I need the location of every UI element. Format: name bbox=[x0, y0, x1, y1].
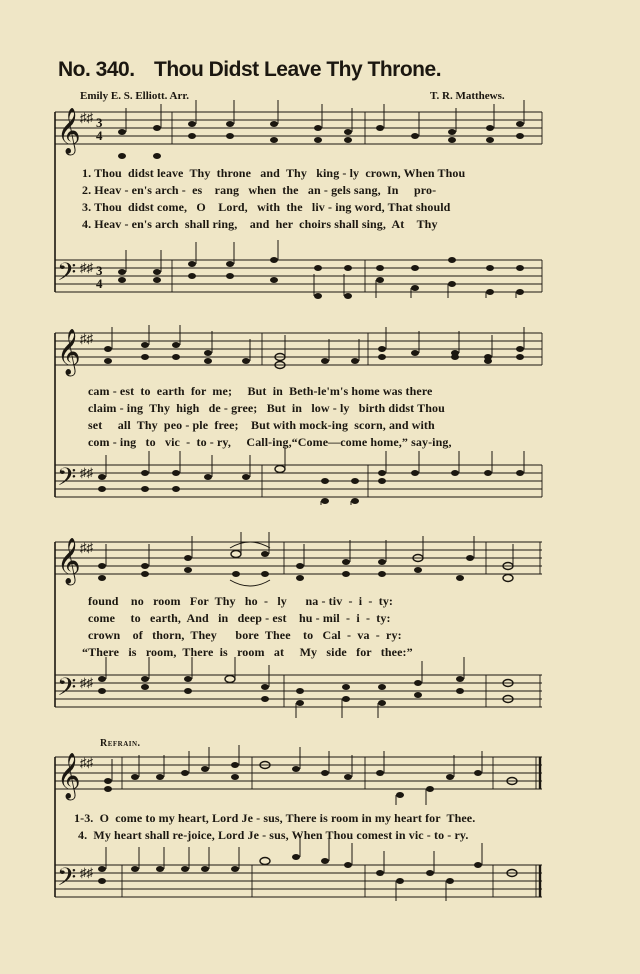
system-3-verse-3: crown of thorn, They bore Thee to Cal - va - ry: bbox=[88, 628, 402, 642]
svg-text:4: 4 bbox=[96, 128, 103, 143]
refrain-label: Refrain. bbox=[100, 738, 141, 749]
svg-text:𝄢: 𝄢 bbox=[57, 863, 77, 898]
svg-text:♯♯: ♯♯ bbox=[80, 865, 93, 880]
hymn-title: Thou Didst Leave Thy Throne. bbox=[154, 58, 442, 81]
system-3-verse-1: found no room For Thy ho - ly na - tiv - i - ty: bbox=[88, 594, 394, 608]
svg-text:♯♯: ♯♯ bbox=[80, 331, 93, 346]
system-1-verse-2: 2. Heav - en's arch - es rang when the an - gels sang, In pro- bbox=[82, 183, 437, 197]
system-3-verse-2: come to earth, And in deep - est hu - mil - i - ty: bbox=[88, 611, 391, 625]
svg-text:𝄢: 𝄢 bbox=[57, 463, 77, 498]
refrain-verse-4: 4. My heart shall re-joice, Lord Je - sus, When Thou comest in vic - to - ry. bbox=[78, 828, 469, 842]
composer-credit: T. R. Matthews. bbox=[430, 90, 505, 102]
system-1-verse-1: 1. Thou didst leave Thy throne and Thy king - ly crown, When Thou bbox=[82, 166, 466, 180]
system-3-verse-4: “There is room, There is room at My side for thee:” bbox=[82, 645, 413, 659]
svg-text:♯♯: ♯♯ bbox=[80, 465, 93, 480]
svg-text:𝄢: 𝄢 bbox=[57, 673, 77, 708]
system-2-verse-1: cam - est to earth for me; But in Beth-le'm's home was there bbox=[88, 384, 433, 398]
system-1-verse-3: 3. Thou didst come, O Lord, with the liv - ing word, That should bbox=[82, 200, 451, 214]
system-2-verse-4: com - ing to vic - to - ry, Call-ing,“Come—come home,” say-ing, bbox=[88, 435, 452, 449]
system-2-verse-3: set all Thy peo - ple free; But with mock-ing scorn, and with bbox=[88, 418, 435, 432]
svg-text:♯♯: ♯♯ bbox=[80, 755, 93, 770]
hymn-number: No. 340. bbox=[58, 58, 135, 81]
svg-text:♯♯: ♯♯ bbox=[80, 110, 93, 125]
svg-text:♯♯: ♯♯ bbox=[80, 675, 93, 690]
lyricist-credit: Emily E. S. Elliott. Arr. bbox=[80, 90, 189, 102]
svg-text:♯♯: ♯♯ bbox=[80, 260, 93, 275]
svg-text:𝄞: 𝄞 bbox=[57, 753, 81, 799]
svg-text:♯♯: ♯♯ bbox=[80, 540, 93, 555]
svg-text:3: 3 bbox=[96, 115, 103, 130]
svg-text:𝄞: 𝄞 bbox=[57, 538, 81, 584]
svg-text:𝄢: 𝄢 bbox=[57, 258, 77, 293]
svg-text:𝄞: 𝄞 bbox=[57, 329, 81, 375]
svg-text:4: 4 bbox=[96, 276, 103, 291]
system-1-verse-4: 4. Heav - en's arch shall ring, and her choirs shall sing, At Thy bbox=[82, 217, 438, 231]
system-2-verse-2: claim - ing Thy high de - gree; But in low - ly birth didst Thou bbox=[88, 401, 445, 415]
svg-text:𝄞: 𝄞 bbox=[57, 108, 81, 154]
refrain-verse-1-3: 1-3. O come to my heart, Lord Je - sus, There is room in my heart for Thee. bbox=[74, 811, 476, 825]
hymn-title-row bbox=[58, 58, 618, 86]
svg-text:3: 3 bbox=[96, 263, 103, 278]
